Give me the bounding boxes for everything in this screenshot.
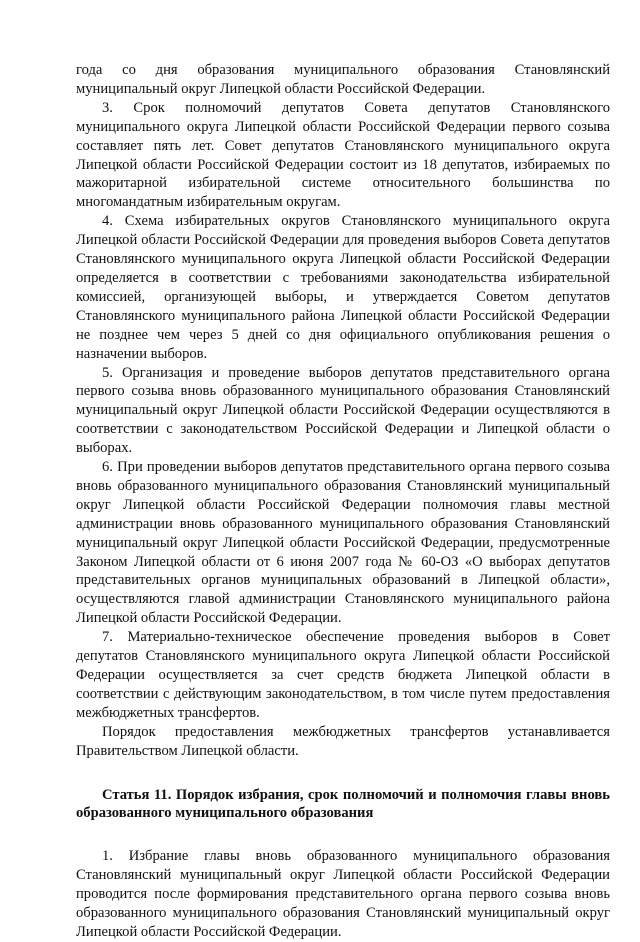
article-11-heading: Статья 11. Порядок избрания, срок полномочий и полномочия главы вновь образованного муниципального образования xyxy=(76,786,610,822)
paragraph-item-6: 6. При проведении выборов депутатов представительного органа первого созыва вновь образованного муниципального образования Становлянский муниципальный округ Липецкой области Российской Федерации полномочия главы местной администрации вновь образованного муниципального образования Становлянский муниципальный округ Липецкой области Российской Федерации, предусмотренные Законом Липецкой области от 6 июня 2007 года № 60-ОЗ «О выборах депутатов представительных органов муниципальных образований в Липецкой области», осуществляются главой администрации Становлянского муниципального района Липецкой области Российской Федерации. xyxy=(76,459,610,627)
paragraph-item-5: 5. Организация и проведение выборов депутатов представительного органа первого созыва вновь образованного муниципального образования Становлянский муниципальный округ Липецкой области Российской Федерации осуществляются в соответствии с законодательством Российской Федерации и Липецкой области о выборах. xyxy=(76,364,610,457)
paragraph-transfers-procedure: Порядок предоставления межбюджетных трансфертов устанавливается Правительством Липецкой области. xyxy=(76,723,610,759)
paragraph-article-11-item-1: 1. Избрание главы вновь образованного муниципального образования Становлянский муниципальный округ Липецкой области Российской Федерации проводится после формирования представительного органа первого созыва вновь образованного муниципального образования Становлянский муниципальный округ Липецкой области Российской Федерации. xyxy=(76,848,610,940)
paragraph-continuation: года со дня образования муниципального образования Становлянский муниципальный округ Липецкой области Российской Федерации. xyxy=(76,62,610,97)
document-page xyxy=(76,61,610,942)
paragraph-item-7: 7. Материально-техническое обеспечение проведения выборов в Совет депутатов Становлянского муниципального округа Липецкой области Российской Федерации осуществляется за счет средств бюджета Липецкой области в соответствии с действующим законодательством, в том числе путем предоставления межбюджетных трансфертов. xyxy=(76,629,610,721)
paragraph-item-4: 4. Схема избирательных округов Становлянского муниципального округа Липецкой области Российской Федерации для проведения выборов Совета депутатов Становлянского муниципального округа Липецкой области Российской Федерации определяется в соответствии с требованиями законодательства избирательной комиссией, организующей выборы, и утверждается Советом депутатов Становлянского муниципального района Липецкой области Российской Федерации не позднее чем через 5 дней со дня официального опубликования решения о назначении выборов. xyxy=(76,213,610,362)
paragraph-item-3: 3. Срок полномочий депутатов Совета депутатов Становлянского муниципального округа Липецкой области Российской Федерации первого созыва составляет пять лет. Совет депутатов Становлянского муниципального округа Липецкой области Российской Федерации состоит из 18 депутатов, избираемых по мажоритарной избирательной системе относительного большинства по многомандатным избирательным округам. xyxy=(76,99,610,211)
